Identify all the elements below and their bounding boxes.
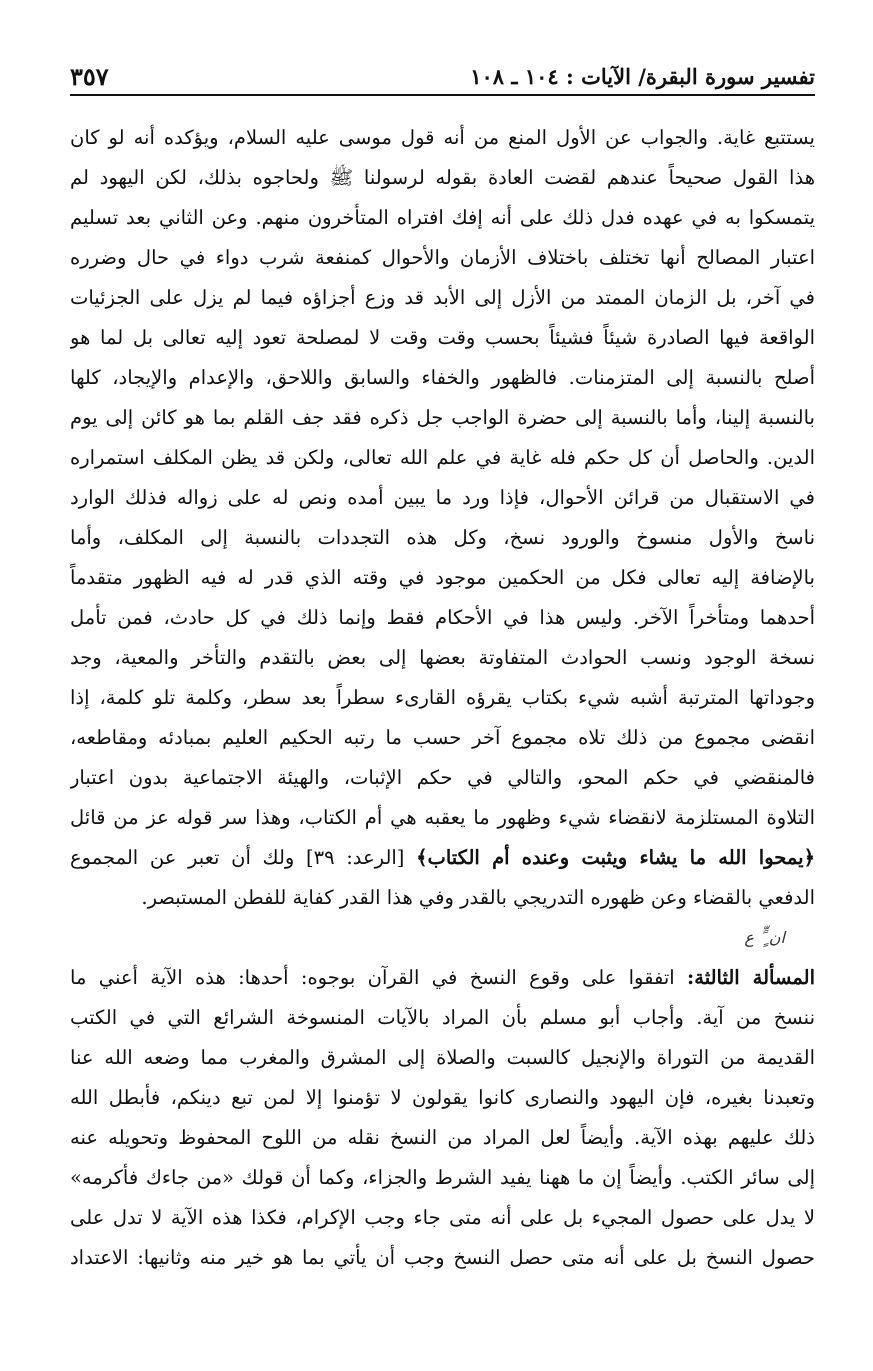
quran-verse: ﴿يمحوا الله ما يشاء ويثبت وعنده أم الكتاب﴾ (416, 846, 815, 869)
handwritten-annotation: ان ٍ ٍّ ع (744, 928, 785, 947)
text-line: إلى سائر الكتب. وأيضاً إن ما ههنا يفيد الشرط والجزاء، وكما أن قولك «من جاءك فأكرمه» (70, 1166, 815, 1189)
running-title: تفسير سورة البقرة/ الآيات : ١٠٤ ـ ١٠٨ (470, 63, 815, 89)
text-line: الدين. والحاصل أن كل حكم فله غاية في علم الله تعالى، ولكن قد يظن المكلف استمراره (70, 446, 815, 469)
text-line: بالإضافة إليه تعالى فكل من الحكمين موجود في وقته الذي قدر له فيه الظهور متقدماً (70, 566, 815, 589)
text-line: التلاوة المستلزمة لانقضاء شيء وظهور ما يعقبه هي أم الكتاب، وهذا سر قوله عز من قائل (70, 806, 815, 829)
quran-verse-line (70, 838, 815, 878)
text-line: في الاستقبال من قرائن الأحوال، فإذا ورد ما يبين أمده ونص له على زواله فذلك الوارد (70, 486, 815, 509)
text-line: يتمسكوا به في عهده فدل ذلك على أنه إفك افتراه المتأخرون منهم. وعن الثاني بعد تسليم (70, 206, 815, 229)
section-heading: المسألة الثالثة: (687, 966, 815, 989)
text-line: فالمنقضي في حكم المحو، والتالي في حكم الإثبات، والهيئة الاجتماعية بدون اعتبار (70, 766, 815, 789)
running-header (70, 58, 815, 96)
body-text (70, 118, 815, 1278)
text-line: الدفعي بالقضاء وعن ظهوره التدريجي بالقدر وفي هذا القدر كفاية للفطن المستبصر. (141, 886, 815, 909)
text-line: يستتبع غاية. والجواب عن الأول المنع من أنه قول موسى عليه السلام، ويؤكده أنه لو كان (70, 126, 815, 149)
text-line: اعتبار المصالح أنها تختلف باختلاف الأزمان والأحوال كمنفعة شرب دواء في حال وضرره (70, 246, 815, 269)
text-line: القديمة من التوراة والإنجيل كالسبت والصلاة إلى المشرق والمغرب مما وضعه الله عنا (70, 1046, 815, 1069)
text-line: ذلك عليهم بهذه الآية. وأيضاً لعل المراد من النسخ نقله من اللوح المحفوظ وتحويله عنه (70, 1126, 815, 1149)
text-line: ناسخ والأول منسوخ والورود نسخ، وكل هذه التجددات بالنسبة إلى المكلف، وأما (70, 526, 815, 549)
verse-line-rest: ولك أن تعبر عن المجموع (70, 846, 295, 869)
text-line: نسخة الوجود ونسب الحوادث المتفاوتة بعضها إلى بعض بالتقدم والتأخر والمعية، وجد (70, 646, 815, 669)
text-line: أصلح بالنسبة إلى المتزمنات. فالظهور والخفاء والسابق واللاحق، والإعدام والإيجاد، كلها (70, 366, 815, 389)
text-line: بالنسبة إلينا، وأما بالنسبة إلى حضرة الواجب جل ذكره فقد جف القلم بما هو كائن إلى يوم (70, 406, 815, 429)
text-line: هذا القول صحيحاً عندهم لقضت العادة بقوله لرسولنا ﷺ ولحاجوه بذلك، لكن اليهود لم (70, 166, 815, 189)
text-line: وجوداتها المترتبة أشبه شيء بكتاب يقرؤه القارىء سطراً بعد سطر، وكلمة تلو كلمة، إذا (70, 686, 815, 709)
section-heading-line (70, 958, 815, 998)
text-line: الواقعة فيها الصادرة شيئاً فشيئاً بحسب وقت وقت لا لمصلحة تعود إليه تعالى بل لما هو (70, 326, 815, 349)
text-line: أحدهما ومتأخراً الآخر. وليس هذا في الأحكام فقط وإنما ذلك في كل حادث، فمن تأمل (70, 606, 815, 629)
text-line: لا يدل على حصول المجيء بل على أنه متى جاء وجب الإكرام، فكذا هذه الآية لا تدل على (70, 1206, 815, 1229)
verse-reference: [الرعد: ٣٩] (306, 846, 405, 869)
text-line: في آخر، بل الزمان الممتد من الأزل إلى الأبد قد وزع أجزاؤه فيما لم يزل على الجزئيات (70, 286, 815, 309)
text-line: وتعبدنا بغيره، فإن اليهود والنصارى كانوا يقولون لا تؤمنوا إلا لمن تبع دينكم، فأبطل الله (70, 1086, 815, 1109)
text-line: ننسخ من آية. وأجاب أبو مسلم بأن المراد بالآيات المنسوخة الشرائع التي في الكتب (70, 1006, 815, 1029)
page-number: ٣٥٧ (70, 61, 109, 91)
section-first-line: اتفقوا على وقوع النسخ في القرآن بوجوه: أحدها: هذه الآية أعني ما (70, 966, 675, 989)
text-line: حصول النسخ بل على أنه متى حصل النسخ وجب أن يأتي بما هو خير منه وثانيها: الاعتداد (70, 1246, 815, 1269)
text-line: انقضى مجموع من ذلك تلاه مجموع آخر حسب ما رتبه الحكيم العليم بمبادئه ومقاطعه، (70, 726, 815, 749)
